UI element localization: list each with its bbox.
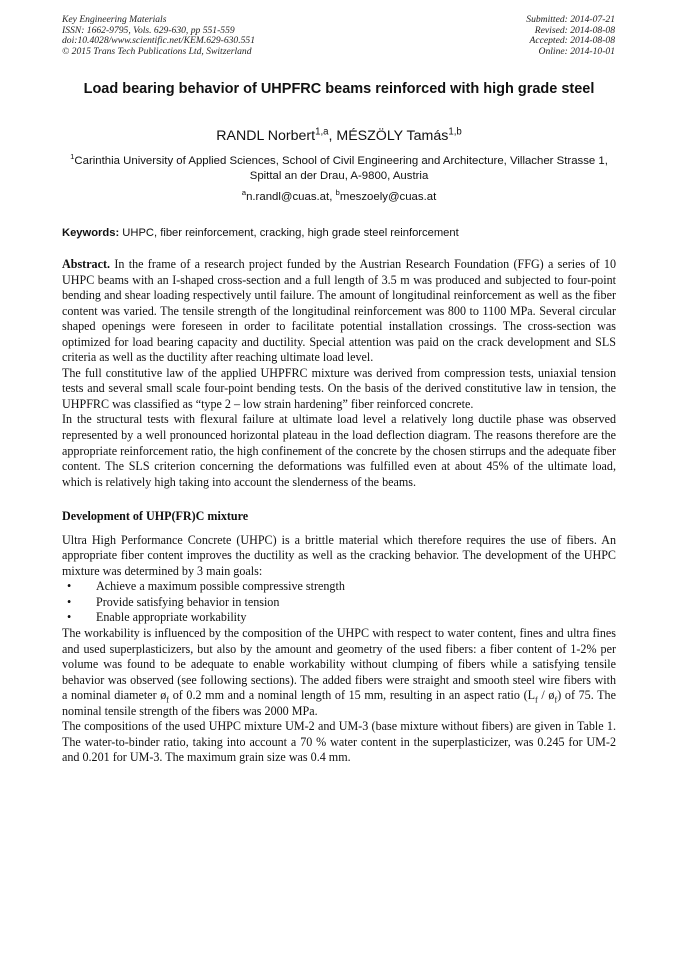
author-name: MÉSZÖLY Tamás [336, 128, 449, 144]
abstract-paragraph: The full constitutive law of the applied UHPFRC mixture was derived from compression tests, uniaxial tension tests and several small scale four-point bending tests. On the basis of the derived constitutive law in tension, the UHPFRC was classified as “type 2 – low strain hardening” fiber reinforced concrete. [62, 365, 616, 411]
author-separator: , [328, 128, 337, 144]
abstract-text: In the frame of a research project funded by the Austrian Research Foundation (FFG) a series of 10 UHPC beams with an I-shaped cross-section and a full length of 3.5 m was produced and subjected to four-point bending and shear loading respectively until failure. The amount of longitudinal reinforcement as well as the fiber content was varied. The tensile strength of the longitudinal reinforcement was 800 to 1100 MPa. Several circular shaped openings were foreseen in order to facilitate potential installation crossings. The cross-section was optimized for load bearing capacity and ductility. Special attention was paid on the crack development and SLS criteria as well as the ductility after reaching ultimate load level. [62, 257, 616, 365]
goals-list [62, 579, 616, 626]
keywords-text: UHPC, fiber reinforcement, cracking, high grade steel reinforcement [119, 227, 459, 239]
online-date: Online: 2014-10-01 [538, 45, 615, 57]
email-separator: , [329, 191, 336, 203]
section-heading: Development of UHP(FR)C mixture [62, 509, 249, 524]
paper-title: Load bearing behavior of UHPFRC beams reinforced with high grade steel [83, 81, 595, 97]
body-paragraph: Ultra High Performance Concrete (UHPC) is a brittle material which therefore requires the use of fibers. An appropriate fiber content improves the ductility as well as the cracking behavior. The development of the UHPC mixture was determined by 3 main goals: [62, 532, 616, 578]
bullet-icon: • [67, 579, 72, 594]
email-superscript: a [241, 188, 247, 198]
affiliation-text: Carinthia University of Applied Sciences, School of Civil Engineering and Architecture, Villacher Strasse 1, Spittal an der Drau, A-9800, Austria [74, 155, 608, 182]
list-item [62, 579, 616, 595]
author-superscript: 1,a [315, 126, 329, 138]
subscript: f [535, 695, 538, 705]
keywords [62, 226, 616, 241]
author-name: RANDL Norbert [216, 128, 316, 144]
list-item [62, 610, 616, 626]
body-paragraph: The compositions of the used UHPC mixture UM-2 and UM-3 (base mixture without fibers) are given in Table 1. The water-to-binder ratio, taking into account a 70 % water content in the superplasticizer, was 0.245 for UM-2 and 0.201 for UM-3. The maximum grain size was 0.4 mm. [62, 719, 616, 765]
submitted-date: Submitted: 2014-07-21 [526, 14, 615, 25]
list-item [62, 595, 616, 611]
journal-name: Key Engineering Materials [62, 14, 167, 25]
issn-line: ISSN: 1662-9795, Vols. 629-630, pp 551-559 [62, 24, 235, 36]
email-link[interactable]: meszoely@cuas.at [339, 191, 437, 203]
bullet-icon: • [67, 610, 72, 625]
body-text: / ø [537, 688, 555, 703]
keywords-label: Keywords: [62, 227, 120, 239]
author-superscript: 1,b [448, 126, 462, 138]
list-item-text: Achieve a maximum possible compressive strength [96, 579, 345, 594]
paper-body [62, 257, 616, 766]
affiliation-superscript: 1 [70, 152, 75, 162]
email-link[interactable]: n.randl@cuas.at [246, 191, 330, 203]
body-paragraph [62, 626, 616, 719]
subscript: f [166, 695, 170, 705]
doi-line: doi:10.4028/www.scientific.net/KEM.629-630.551 [62, 35, 256, 47]
subscript: f [554, 695, 558, 705]
abstract-label: Abstract. [62, 257, 111, 271]
journal-info [62, 15, 255, 57]
body-text: of 0.2 mm and a nominal length of 15 mm, resulting in an aspect ratio (L [169, 688, 536, 703]
affiliation [62, 154, 616, 184]
revised-date: Revised: 2014-08-08 [534, 24, 615, 36]
abstract-paragraph [62, 257, 616, 366]
body-text: ) of 75. The nominal tensile strength of the fibers was 2000 MPa. [62, 688, 616, 718]
copyright-line: © 2015 Trans Tech Publications Ltd, Switzerland [62, 45, 252, 57]
author-emails [62, 190, 616, 205]
publication-dates [526, 15, 615, 57]
author-list [62, 127, 616, 145]
accepted-date: Accepted: 2014-08-08 [529, 35, 615, 47]
list-item-text: Provide satisfying behavior in tension [96, 594, 280, 609]
list-item-text: Enable appropriate workability [96, 610, 247, 625]
bullet-icon: • [67, 594, 72, 609]
abstract-paragraph: In the structural tests with flexural failure at ultimate load level a relatively long ductile phase was observed represented by a well pronounced horizontal plateau in the load deflection diagram. The reasons therefore are the appropriate reinforcement ratio, the high confinement of the concrete by the chosen stirrups and the adequate fiber content. The SLS criterion concerning the deformations was fulfilled even at about 45% of the ultimate load, which is relatively high taking into account the slenderness of the beams. [62, 412, 616, 489]
body-text: The workability is influenced by the composition of the UHPC with respect to water content, fines and ultra fines and used superplasticizers, but also by the amount and geometry of the used fibers: a fiber content of 1-2% per volume was found to be adequate to enable workability without clumping of fibers while a satisfying tensile behavior was observed (see following sections). The added fibers were straight and smooth steel wire fibers with a nominal diameter ø [62, 626, 616, 703]
email-superscript: b [335, 188, 340, 198]
